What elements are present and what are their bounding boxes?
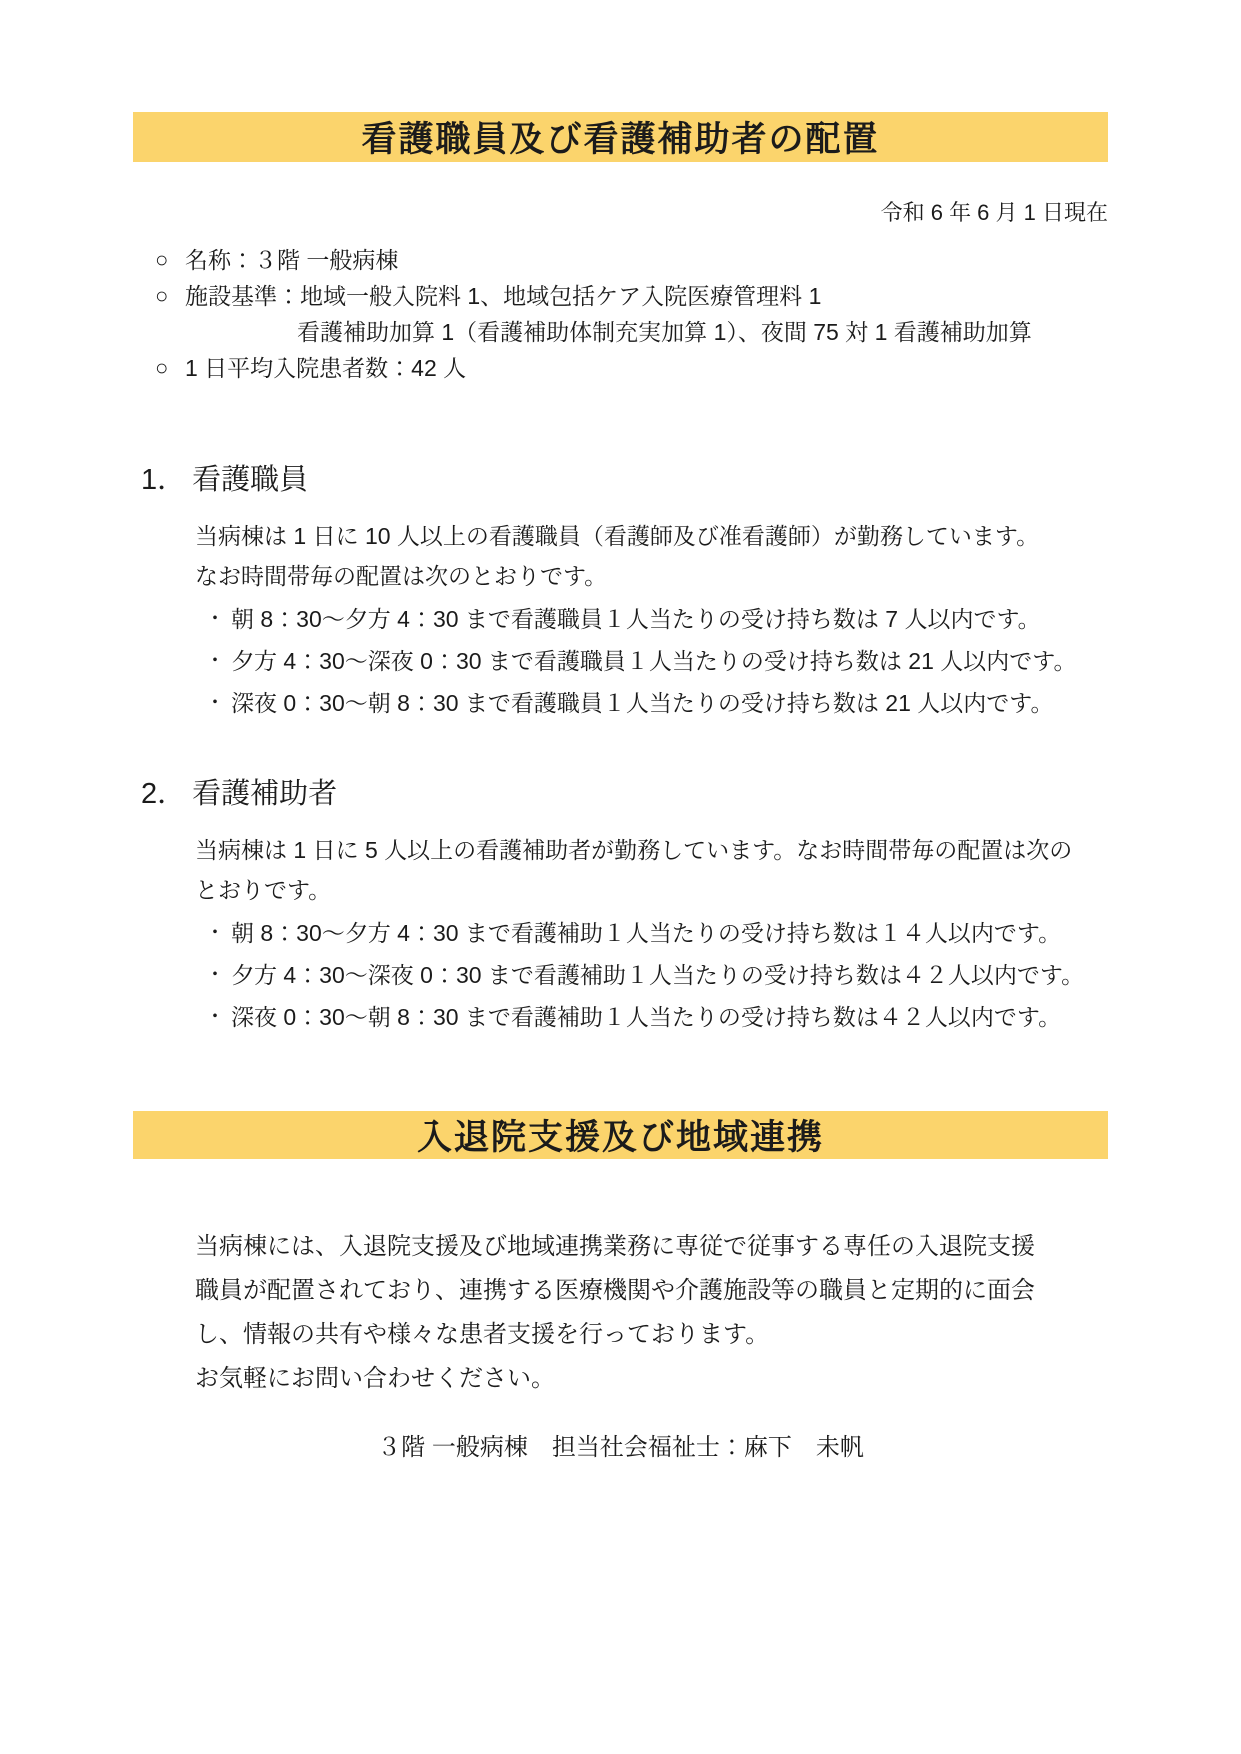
nursing-assistants-bullets (133, 912, 1108, 1038)
section-title: 看護補助者 (192, 778, 338, 810)
bullet-text: 夕方 4：30～深夜 0：30 まで看護職員１人当たりの受け持ち数は 21 人以内です。 (231, 648, 1077, 674)
section-title: 看護職員 (192, 464, 309, 496)
bullet-item (205, 912, 1108, 954)
discharge-banner-title: 入退院支援及び地域連携 (416, 1118, 824, 1157)
intro-line: 当病棟は 1 日に 5 人以上の看護補助者が勤務しています。なお時間帯毎の配置は次の (195, 837, 1073, 863)
paragraph-line: 当病棟には、入退院支援及び地域連携業務に専従で従事する専任の入退院支援 (195, 1233, 1035, 1260)
circle-marker: ○ (155, 283, 169, 308)
section-heading-nursing-assistants (141, 774, 1108, 814)
dot-marker: ・ (205, 922, 225, 944)
overview-item-name-text: 名称：３階 一般病棟 (185, 247, 399, 273)
contact-social-worker: ３階 一般病棟 担当社会福祉士：麻下 未帆 (377, 1434, 864, 1461)
dot-marker: ・ (205, 650, 225, 672)
bullet-text: 朝 8：30～夕方 4：30 まで看護職員１人当たりの受け持ち数は 7 人以内です。 (231, 606, 1041, 632)
bullet-text: 深夜 0：30～朝 8：30 まで看護補助１人当たりの受け持ち数は４２人以内です。 (231, 1004, 1062, 1030)
overview-item-avg-patients (133, 350, 1108, 386)
intro-line: なお時間帯毎の配置は次のとおりです。 (195, 563, 608, 589)
discharge-paragraph (133, 1225, 1108, 1401)
bullet-item (205, 996, 1108, 1038)
discharge-section-banner (133, 1111, 1108, 1159)
bullet-item (205, 954, 1108, 996)
staffing-banner-title: 看護職員及び看護補助者の配置 (361, 120, 880, 159)
overview-item-standards-text: 施設基準：地域一般入院料 1、地域包括ケア入院医療管理料 1 (185, 283, 822, 309)
overview-list (133, 242, 1108, 386)
paragraph-line: し、情報の共有や様々な患者支援を行っております。 (195, 1321, 770, 1348)
bullet-item (205, 640, 1108, 682)
intro-line: とおりです。 (195, 877, 332, 903)
paragraph-line: 職員が配置されており、連携する医療機関や介護施設等の職員と定期的に面会 (195, 1277, 1035, 1304)
bullet-text: 朝 8：30～夕方 4：30 まで看護補助１人当たりの受け持ち数は１４人以内です。 (231, 920, 1062, 946)
nursing-staff-bullets (133, 598, 1108, 724)
nursing-staff-intro (133, 516, 1108, 596)
section-number: 1． (141, 464, 187, 496)
staffing-section-banner (133, 112, 1108, 162)
section-number: 2． (141, 778, 187, 810)
overview-item-standards-continuation: 看護補助加算 1（看護補助体制充実加算 1）、夜間 75 対 1 看護補助加算 (297, 319, 1032, 345)
paragraph-line: お気軽にお問い合わせください。 (195, 1365, 555, 1392)
dot-marker: ・ (205, 964, 225, 986)
effective-date: 令和 6 年 6 月 1 日現在 (880, 200, 1108, 225)
intro-line: 当病棟は 1 日に 10 人以上の看護職員（看護師及び准看護師）が勤務しています。 (195, 523, 1040, 549)
dot-marker: ・ (205, 608, 225, 630)
overview-item-name (133, 242, 1108, 278)
document-content (0, 112, 1241, 1465)
bullet-text: 夕方 4：30～深夜 0：30 まで看護補助１人当たりの受け持ち数は４２人以内です。 (231, 962, 1085, 988)
overview-item-avg-patients-text: 1 日平均入院患者数：42 人 (185, 355, 467, 381)
circle-marker: ○ (155, 247, 169, 272)
section-heading-nursing-staff (141, 460, 1108, 500)
nursing-assistants-intro (133, 830, 1108, 910)
circle-marker: ○ (155, 355, 169, 380)
bullet-item (205, 598, 1108, 640)
bullet-item (205, 682, 1108, 724)
dot-marker: ・ (205, 1006, 225, 1028)
dot-marker: ・ (205, 692, 225, 714)
bullet-text: 深夜 0：30～朝 8：30 まで看護職員１人当たりの受け持ち数は 21 人以内です。 (231, 690, 1054, 716)
overview-item-standards (133, 278, 1108, 314)
